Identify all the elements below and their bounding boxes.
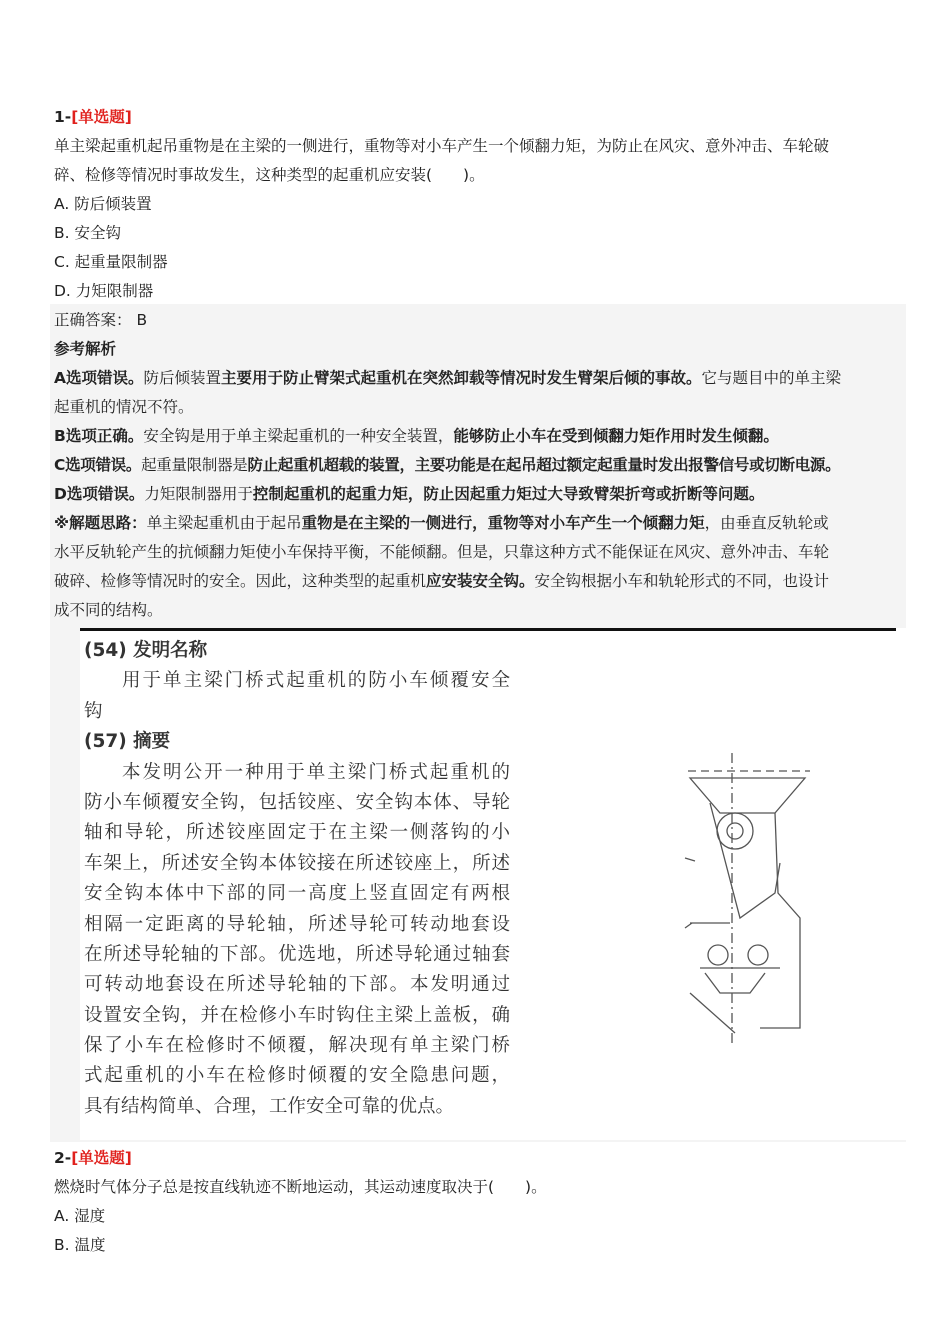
- patent-abstract-line: 相隔一定距离的导轮轴，所述导轮可转动地套设: [84, 913, 510, 935]
- safety-hook-diagram: [680, 743, 820, 1053]
- analysis-bold: 应安装安全钩。: [426, 572, 535, 590]
- patent-abstract-line: 具有结构简单、合理，工作安全可靠的优点。: [84, 1095, 455, 1117]
- option-a[interactable]: A. 防后倾装置: [54, 195, 152, 213]
- option-a[interactable]: A. 湿度: [54, 1207, 106, 1225]
- question-stem: 碎、检修等情况时事故发生，这种类型的起重机应安装( )。: [54, 166, 485, 184]
- patent-abstract-line: 在所述导轮轴的下部。优选地，所述导轮通过轴套: [84, 943, 510, 965]
- analysis-tip: [54, 509, 904, 538]
- analysis-bold: 控制起重机的起重力矩，防止因起重力矩过大导致臂架折弯或折断等问题。: [252, 485, 765, 503]
- answer-value: B: [136, 311, 148, 329]
- analysis-text: 单主梁起重机由于起吊: [146, 514, 302, 532]
- analysis-text: 安全钩根据小车和轨轮形式的不同，也设计: [534, 572, 830, 590]
- question-type-tag: [单选题]: [71, 108, 132, 126]
- question-stem: 单主梁起重机起吊重物是在主梁的一侧进行，重物等对小车产生一个倾翻力矩，为防止在风灾、意外冲击、车轮破: [54, 137, 830, 155]
- patent-abstract-line: 防小车倾覆安全钩，包括铰座、安全钩本体、导轮: [84, 791, 510, 813]
- patent-abstract-line: 可转动地套设在所述导轮轴的下部。本发明通过: [84, 974, 510, 996]
- analysis-bold: 主要用于防止臂架式起重机在突然卸载等情况时发生臂架后倾的事故。: [221, 369, 702, 387]
- analysis-bold: 防止起重机超载的装置，主要功能是在起吊超过额定起重量时发出报警信号或切断电源。: [247, 456, 841, 474]
- divider: [80, 628, 896, 631]
- analysis-c: [54, 451, 904, 480]
- patent-abstract-line: 安全钩本体中下部的同一高度上竖直固定有两根: [84, 883, 510, 905]
- patent-abstract-line: 式起重机的小车在检修时倾覆的安全隐患问题，: [84, 1065, 510, 1087]
- question-number: 1-: [54, 108, 72, 126]
- analysis-d: [54, 480, 904, 509]
- analysis-lead: A选项错误。: [54, 369, 144, 387]
- analysis-text: 力矩限制器用于: [144, 485, 253, 503]
- analysis-b: [54, 422, 904, 451]
- analysis-text-line: [54, 567, 904, 596]
- patent-abstract-line: 保了小车在检修时不倾覆，解决现有单主梁门桥: [84, 1035, 510, 1057]
- analysis-lead: ※解题思路：: [54, 514, 147, 532]
- patent-title: 用于单主梁门桥式起重机的防小车倾覆安全: [122, 670, 510, 692]
- analysis-title: 参考解析: [54, 340, 117, 358]
- analysis-lead: D选项错误。: [54, 485, 145, 503]
- correct-answer: [54, 306, 904, 335]
- patent-title: 钩: [84, 700, 103, 722]
- analysis-bold: 能够防止小车在受到倾翻力矩作用时发生倾翻。: [453, 427, 779, 445]
- patent-abstract-line: 本发明公开一种用于单主梁门桥式起重机的: [122, 761, 510, 783]
- question-1: [54, 103, 904, 625]
- option-b[interactable]: B. 安全钩: [54, 224, 121, 242]
- patent-text: [84, 636, 510, 1122]
- analysis-a: [54, 364, 904, 393]
- option-b[interactable]: B. 温度: [54, 1236, 106, 1254]
- analysis-text: 水平反轨轮产生的抗倾翻力矩使小车保持平衡，不能倾翻。但是，只靠这种方式不能保证在风灾、意外冲击、车轮: [54, 543, 830, 561]
- analysis-text: 成不同的结构。: [54, 601, 163, 619]
- patent-abstract-line: 车架上，所述安全钩本体铰接在所述铰座上，所述: [84, 852, 510, 874]
- analysis-text: 它与题目中的单主梁: [701, 369, 842, 387]
- patent-excerpt-image: [80, 628, 906, 1140]
- question-header: [54, 1144, 904, 1173]
- option-d[interactable]: D. 力矩限制器: [54, 282, 154, 300]
- analysis-lead: B选项正确。: [54, 427, 144, 445]
- question-stem: 燃烧时气体分子总是按直线轨迹不断地运动，其运动速度取决于( )。: [54, 1178, 547, 1196]
- analysis-text: 安全钩是用于单主梁起重机的一种安全装置，: [143, 427, 454, 445]
- question-number: 2-: [54, 1149, 72, 1167]
- patent-heading: (57) 摘要: [84, 731, 171, 753]
- analysis-text: ，由垂直反轨轮或: [704, 514, 829, 532]
- patent-abstract-line: 设置安全钩，并在检修小车时钩住主梁上盖板，确: [84, 1004, 510, 1026]
- question-header: [54, 103, 904, 132]
- analysis-text: 破碎、检修等情况时的安全。因此，这种类型的起重机: [54, 572, 427, 590]
- analysis-bold: 重物是在主梁的一侧进行，重物等对小车产生一个倾翻力矩: [301, 514, 705, 532]
- analysis-text: 起重机的情况不符。: [54, 398, 194, 416]
- analysis-text: 防后倾装置: [143, 369, 222, 387]
- analysis-lead: C选项错误。: [54, 456, 142, 474]
- patent-abstract-line: 轴和导轮，所述铰座固定于在主梁一侧落钩的小: [84, 822, 510, 844]
- question-type-tag: [单选题]: [71, 1149, 132, 1167]
- option-c[interactable]: C. 起重量限制器: [54, 253, 168, 271]
- question-2: [54, 1144, 904, 1260]
- analysis-text: 起重量限制器是: [141, 456, 248, 474]
- patent-heading: (54) 发明名称: [84, 640, 208, 661]
- answer-label: 正确答案：: [54, 311, 132, 329]
